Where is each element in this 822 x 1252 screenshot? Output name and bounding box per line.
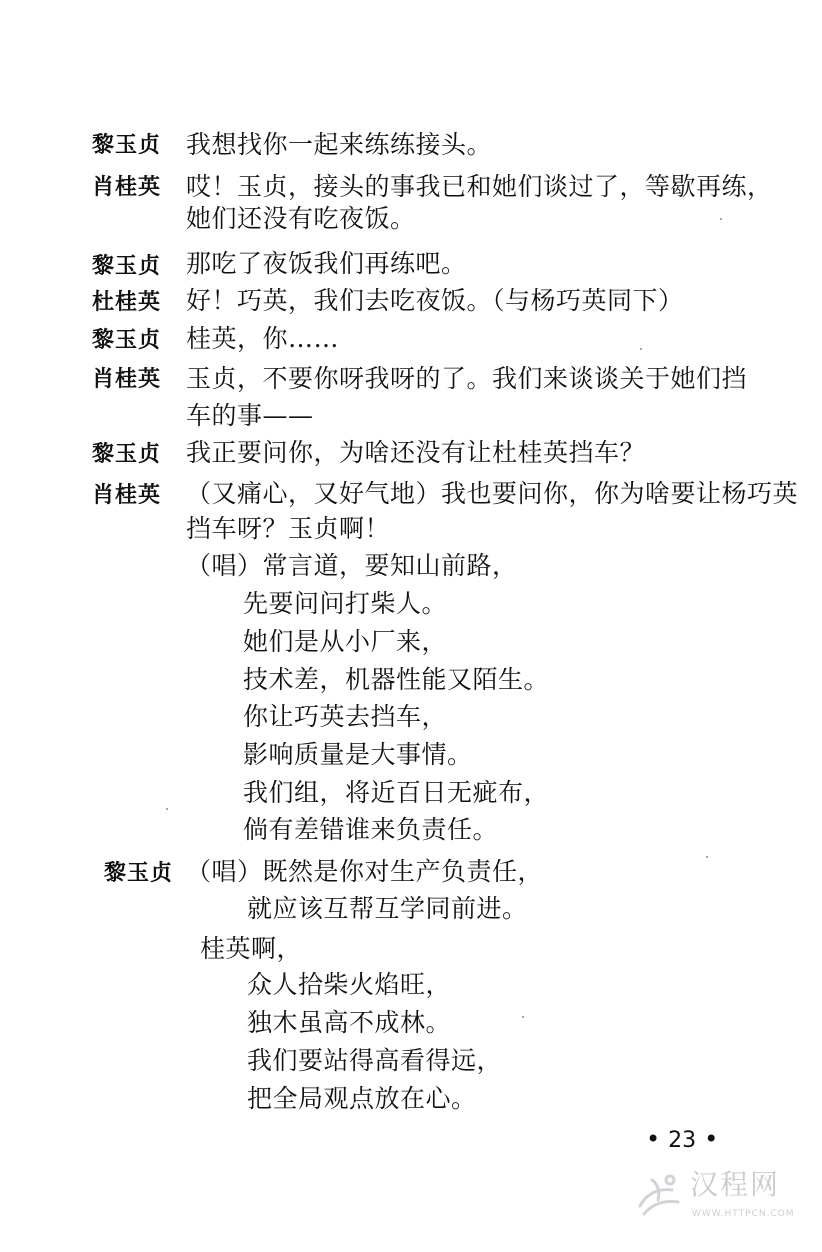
dialogue-line: 玉贞，不要你呀我呀的了。我们来谈谈关于她们挡 [186, 364, 748, 393]
song-line: 先要问问打柴人。 [243, 589, 448, 618]
dialogue-line: 她们还没有吃夜饭。 [186, 204, 416, 233]
dialogue-line: （又痛心，又好气地）我也要问你，你为啥要让杨巧英 [186, 479, 799, 508]
watermark-title: 汉程网 [690, 1168, 781, 1201]
scan-speck [522, 1016, 524, 1018]
watermark-logo-icon [632, 1168, 688, 1224]
speaker-name: 黎玉贞 [92, 442, 162, 467]
song-line: 把全局观点放在心。 [247, 1084, 477, 1113]
watermark-url: WWW.HTTPCN.COM [692, 1209, 795, 1219]
song-line: 倘有差错谁来负责任。 [243, 815, 499, 844]
song-line: 技术差，机器性能又陌生。 [243, 665, 550, 694]
dialogue-line: 我想找你一起来练练接头。 [186, 130, 493, 159]
dialogue-line: 我正要问你，为啥还没有让杜桂英挡车？ [186, 438, 646, 467]
page-dot-right: • [704, 1125, 719, 1153]
speaker-name: 杜桂英 [92, 290, 162, 315]
speaker-name: 肖桂英 [92, 175, 162, 200]
scan-speck [166, 808, 168, 810]
dialogue-line: 车的事—— [186, 401, 314, 430]
speaker-name: 黎玉贞 [92, 133, 162, 158]
dialogue-line: 桂英，你…… [186, 324, 340, 353]
page-number-value: 23 [668, 1128, 697, 1153]
song-line: 独木虽高不成林。 [247, 1008, 452, 1037]
dialogue-line: 哎！玉贞，接头的事我已和她们谈过了，等歇再练， [186, 172, 773, 201]
song-line: 她们是从小厂来， [243, 627, 448, 656]
scan-speck [720, 218, 722, 220]
speaker-name: 黎玉贞 [92, 328, 162, 353]
speaker-name: 肖桂英 [92, 367, 162, 392]
speaker-name: 黎玉贞 [104, 861, 174, 886]
song-line: 桂英啊， [200, 934, 303, 963]
song-line: 影响质量是大事情。 [243, 740, 473, 769]
speaker-name: 黎玉贞 [92, 254, 162, 279]
page-dot-left: • [646, 1125, 661, 1153]
speaker-name: 肖桂英 [92, 483, 162, 508]
page-number [646, 1124, 718, 1156]
dialogue-line: 那吃了夜饭我们再练吧。 [186, 249, 467, 278]
dialogue-line: 挡车呀？玉贞啊！ [186, 514, 391, 543]
song-line: 你让巧英去挡车， [243, 702, 448, 731]
scan-speck [640, 348, 642, 350]
song-line: 我们要站得高看得远， [247, 1046, 503, 1075]
song-line: （唱）既然是你对生产负责任， [186, 857, 544, 886]
scan-speck [706, 856, 708, 858]
song-line: 我们组，将近百日无疵布， [243, 778, 550, 807]
dialogue-line: 好！巧英，我们去吃夜饭。（与杨巧英同下） [186, 286, 684, 315]
watermark [632, 1166, 812, 1238]
song-line: 就应该互帮互学同前进。 [247, 894, 528, 923]
song-line: 众人拾柴火焰旺， [247, 970, 452, 999]
song-line: （唱）常言道，要知山前路， [186, 551, 518, 580]
